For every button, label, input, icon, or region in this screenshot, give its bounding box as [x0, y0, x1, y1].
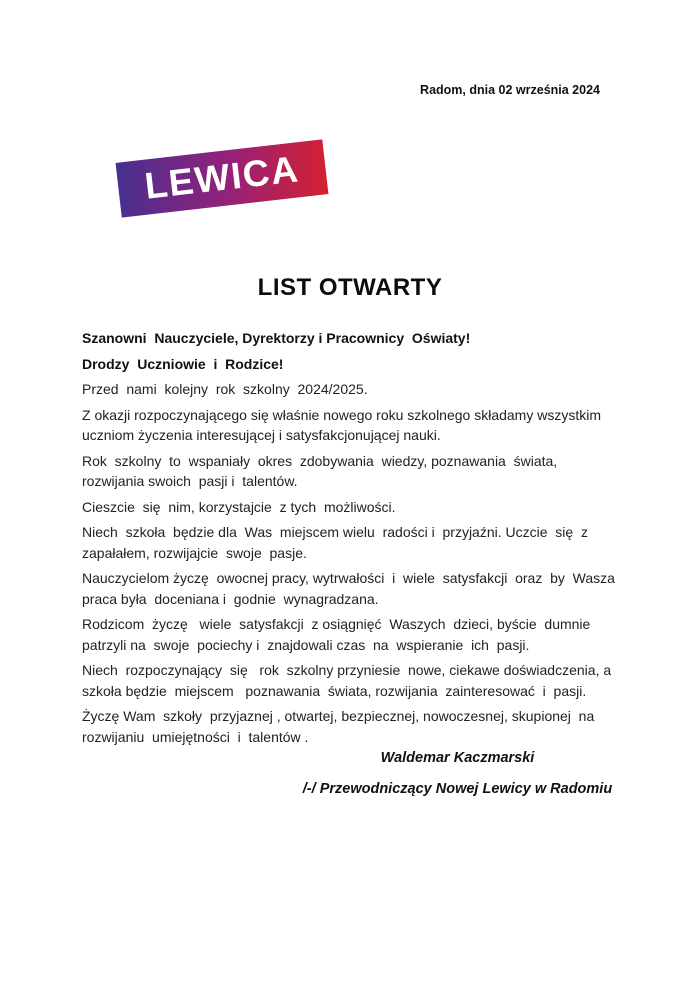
letter-body — [82, 328, 622, 752]
letter-title: LIST OTWARTY — [257, 274, 443, 302]
paragraph-wishes-students: Z okazji rozpoczynającego się właśnie nowego roku szkolnego składamy wszystkim uczniom życzenia interesującej i satysfakcjonującej nauki. — [82, 406, 605, 443]
paragraph-wishes-teachers: Nauczycielom życzę owocnej pracy, wytrwałości i wiele satysfakcji oraz by Wasza praca była doceniana i godnie wynagradzana. — [82, 570, 623, 607]
paragraph-closing-wish: Życzę Wam szkoły przyjaznej , otwartej, bezpiecznej, nowoczesnej, skupionej na rozwijaniu umiejętności i talentów . — [82, 708, 599, 745]
paragraph-enjoy: Cieszcie się nim, korzystajcie z tych możliwości. — [82, 498, 396, 515]
salutation-students: Drodzy Uczniowie i Rodzice! — [82, 355, 284, 372]
salutation-teachers: Szanowni Nauczyciele, Dyrektorzy i Pracownicy Oświaty! — [82, 330, 471, 346]
paragraph-wishes-parents: Rodzicom życzę wiele satysfakcji z osiągnięć Waszych dzieci, byście dumnie patrzyli na swoje pociechy i znajdowali czas na wspieranie ich pasji. — [82, 616, 599, 653]
lewica-logo-text: LEWICA — [142, 148, 302, 207]
lewica-logo — [116, 139, 329, 217]
signature-role: /-/ Przewodniczący Nowej Lewicy w Radomiu — [302, 781, 613, 797]
paragraph-school-place: Niech szkoła będzie dla Was miejscem wielu radości i przyjaźni. Uczcie się z zapałałem, rozwijajcie swoje pasje. — [82, 524, 592, 561]
signature-block — [275, 748, 640, 799]
signature-name: Waldemar Kaczmarski — [380, 750, 535, 766]
date-line: Radom, dnia 02 września 2024 — [420, 83, 600, 97]
paragraph-school-year-description: Rok szkolny to wspaniały okres zdobywania wiedzy, poznawania świata, rozwijania swoich pasji i talentów. — [82, 452, 562, 489]
paragraph-new-experiences: Niech rozpoczynający się rok szkolny przyniesie nowe, ciekawe doświadczenia, a szkoła będzie miejscem poznawania świata, rozwijania zainteresować i pasji. — [82, 662, 619, 699]
paragraph-school-year: Przed nami kolejny rok szkolny 2024/2025. — [82, 381, 368, 397]
